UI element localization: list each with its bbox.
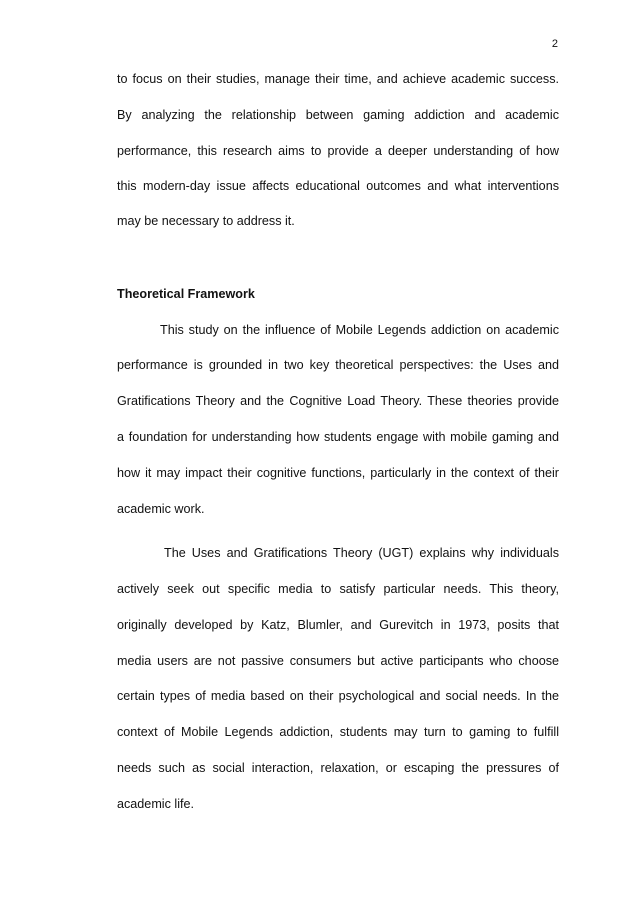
paragraph-line: media users are not passive consumers but active participants who choose [117,654,559,668]
paragraph-line: this modern-day issue affects educational outcomes and what interventions [117,179,559,193]
paragraph-line: how it may impact their cognitive functions, particularly in the context of their [117,466,559,480]
paragraph-line: The Uses and Gratifications Theory (UGT) explains why individuals [164,546,559,560]
paragraph-line: certain types of media based on their psychological and social needs. In the [117,689,559,703]
paragraph-line: context of Mobile Legends addiction, students may turn to gaming to fulfill [117,725,559,739]
paragraph-line: needs such as social interaction, relaxation, or escaping the pressures of [117,761,559,775]
paragraph-line: academic life. [117,797,194,811]
paragraph-line: performance is grounded in two key theoretical perspectives: the Uses and [117,358,559,372]
paragraph-line: Gratifications Theory and the Cognitive Load Theory. These theories provide [117,394,559,408]
paragraph-line: performance, this research aims to provide a deeper understanding of how [117,144,559,158]
section-heading: Theoretical Framework [117,287,255,301]
paragraph-line: This study on the influence of Mobile Legends addiction on academic [160,323,559,337]
paragraph-line: By analyzing the relationship between gaming addiction and academic [117,108,559,122]
paragraph-line: originally developed by Katz, Blumler, and Gurevitch in 1973, posits that [117,618,559,632]
page-number: 2 [551,38,558,50]
paragraph-line: to focus on their studies, manage their time, and achieve academic success. [117,72,559,86]
paragraph-line: academic work. [117,502,205,516]
paragraph-line: actively seek out specific media to satisfy particular needs. This theory, [117,582,559,596]
paragraph-line: a foundation for understanding how students engage with mobile gaming and [117,430,559,444]
paragraph-line: may be necessary to address it. [117,214,295,228]
